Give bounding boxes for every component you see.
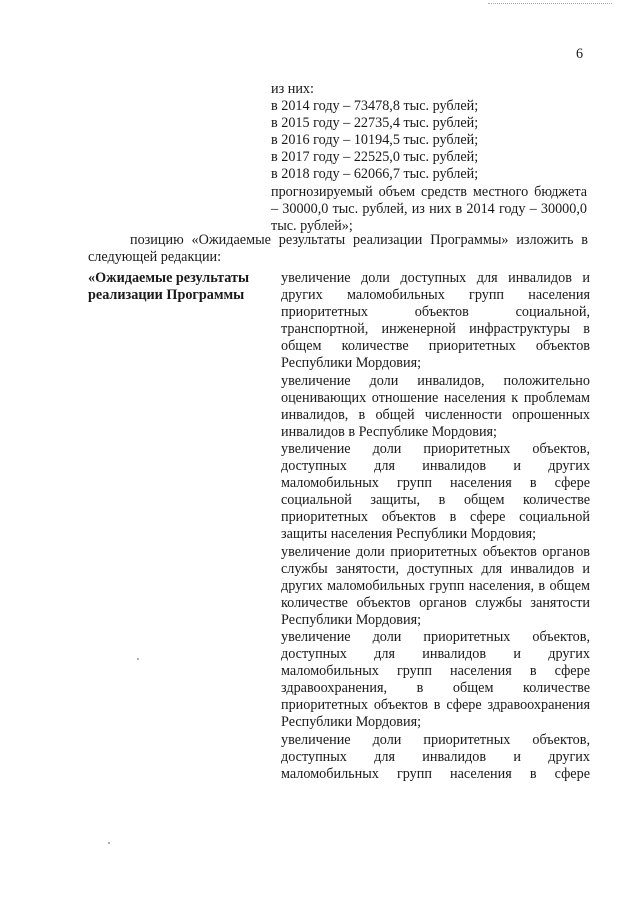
funding-forecast: прогнозируемый объем средств местного бюджета – 30000,0 тыс. рублей, из них в 2014 году – 30000,0 тыс. рублей»; <box>271 183 587 234</box>
funding-year-2014: в 2014 году – 73478,8 тыс. рублей; <box>271 98 479 115</box>
result-item: увеличение доли приоритетных объектов, доступных для инвалидов и других маломобильных групп населения в сфере здравоохранения, в общем количестве приоритетных объектов в сфере здравоохранения Республики Мордовия; <box>281 628 590 731</box>
scan-speck <box>108 842 110 844</box>
result-item: увеличение доли приоритетных объектов, доступных для инвалидов и других маломобильных групп населения в сфере социальной защиты, в общем количестве приоритетных объектов в сфере социальной защиты населения Республики Мордовия; <box>281 440 590 543</box>
funding-year-2015: в 2015 году – 22735,4 тыс. рублей; <box>271 115 479 132</box>
expected-results-list <box>281 270 590 783</box>
funding-lead: из них: <box>271 81 314 97</box>
page-number: 6 <box>576 46 584 62</box>
funding-year-2016: в 2016 году – 10194,5 тыс. рублей; <box>271 132 479 149</box>
amendment-intro <box>88 232 588 266</box>
result-item: увеличение доли инвалидов, положительно оценивающих отношение населения к проблемам инвалидов, в общей численности опрошенных инвалидов в Республике Мордовия; <box>281 372 590 440</box>
scan-edge-mark <box>488 3 612 7</box>
scan-speck <box>137 658 139 660</box>
result-item: увеличение доли приоритетных объектов органов службы занятости, доступных для инвалидов и других маломобильных групп населения, в общем количестве объектов органов службы занятости Республики Мордовия; <box>281 543 590 628</box>
funding-year-2017: в 2017 году – 22525,0 тыс. рублей; <box>271 149 479 166</box>
result-item: увеличение доли приоритетных объектов, доступных для инвалидов и других маломобильных групп населения в сфере <box>281 731 590 782</box>
funding-year-2018: в 2018 году – 62066,7 тыс. рублей; <box>271 166 479 183</box>
section-label: «Ожидаемые результаты реализации Программы <box>88 270 250 304</box>
result-item: увеличение доли доступных для инвалидов и других маломобильных групп населения приоритетных объектов социальной, транспортной, инженерной инфраструктуры в общем количестве приоритетных объектов Республики Мордовия; <box>281 270 590 372</box>
funding-breakdown <box>271 81 587 235</box>
amendment-intro-text: позицию «Ожидаемые результаты реализации Программы» изложить в следующей редакции: <box>88 232 588 266</box>
